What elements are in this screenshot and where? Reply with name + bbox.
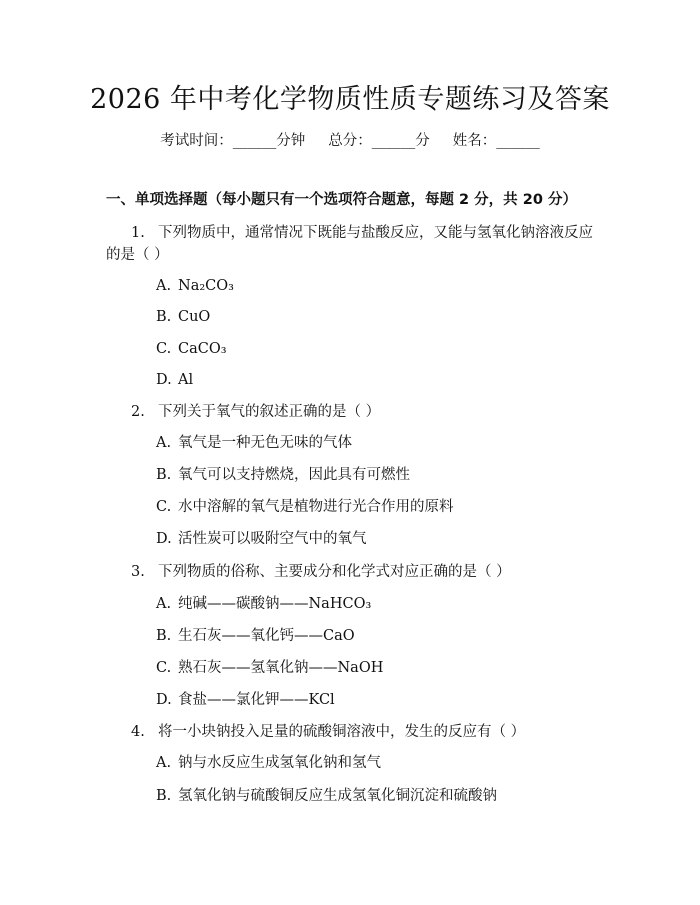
question-1 [106,222,606,266]
option-text: 氧气是一种无色无味的气体 [178,435,352,451]
option-letter: B. [156,467,172,483]
option-3b [156,626,355,646]
option-text: Na₂CO₃ [178,278,234,294]
option-text: 纯碱——碳酸钠——NaHCO₃ [178,596,372,612]
option-2a [156,433,352,453]
option-1a [156,276,234,296]
option-3a [156,594,371,614]
option-letter: C. [156,499,172,515]
option-letter: A. [156,596,172,612]
option-text: CaCO₃ [178,341,227,357]
option-letter: C. [156,660,172,676]
option-2d [156,529,367,549]
option-text: CuO [178,309,211,325]
option-letter: A. [156,278,172,294]
question-number: 3. [131,564,145,580]
question-2 [106,401,606,423]
question-number: 4. [131,724,145,740]
option-letter: A. [156,435,172,451]
question-text: 下列物质的俗称、主要成分和化学式对应正确的是（ ） [158,564,511,580]
option-letter: D. [156,692,172,708]
option-letter: D. [156,372,172,388]
option-3d [156,690,335,710]
option-text: 氢氧化钠与硫酸铜反应生成氢氧化铜沉淀和硫酸钠 [178,788,497,804]
option-2b [156,465,410,485]
option-letter: B. [156,788,172,804]
question-text: 下列关于氧气的叙述正确的是（ ） [158,404,381,420]
exam-info-line: 考试时间：______分钟 总分：______分 姓名：______ [160,133,540,149]
question-3 [106,561,606,583]
question-text: 下列物质中，通常情况下既能与盐酸反应，又能与氢氧化钠溶液反应的是（ ） [106,225,593,263]
option-text: 生石灰——氧化钙——CaO [178,628,355,644]
option-1b [156,307,210,327]
question-4 [106,721,606,743]
option-text: 钠与水反应生成氢氧化钠和氢气 [178,755,381,771]
option-2c [156,497,454,517]
option-letter: B. [156,628,172,644]
option-4a [156,753,381,773]
question-number: 2. [131,404,145,420]
option-text: 熟石灰——氢氧化钠——NaOH [178,660,384,676]
option-text: 水中溶解的氧气是植物进行光合作用的原料 [178,499,454,515]
option-text: 氧气可以支持燃烧，因此具有可燃性 [178,467,410,483]
page-title: 2026 年中考化学物质性质专题练习及答案 [90,84,610,115]
section-heading: 一、单项选择题（每小题只有一个选项符合题意，每题 2 分，共 20 分） [106,192,577,208]
question-number: 1. [131,225,145,241]
option-3c [156,658,383,678]
option-letter: A. [156,755,172,771]
option-letter: B. [156,309,172,325]
option-text: 活性炭可以吸附空气中的氧气 [178,531,367,547]
question-text: 将一小块钠投入足量的硫酸铜溶液中，发生的反应有（ ） [158,724,526,740]
option-1d [156,370,193,390]
option-1c [156,339,227,359]
option-letter: C. [156,341,172,357]
option-text: Al [178,372,194,388]
option-4b [156,786,497,806]
option-letter: D. [156,531,172,547]
option-text: 食盐——氯化钾——KCl [178,692,335,708]
